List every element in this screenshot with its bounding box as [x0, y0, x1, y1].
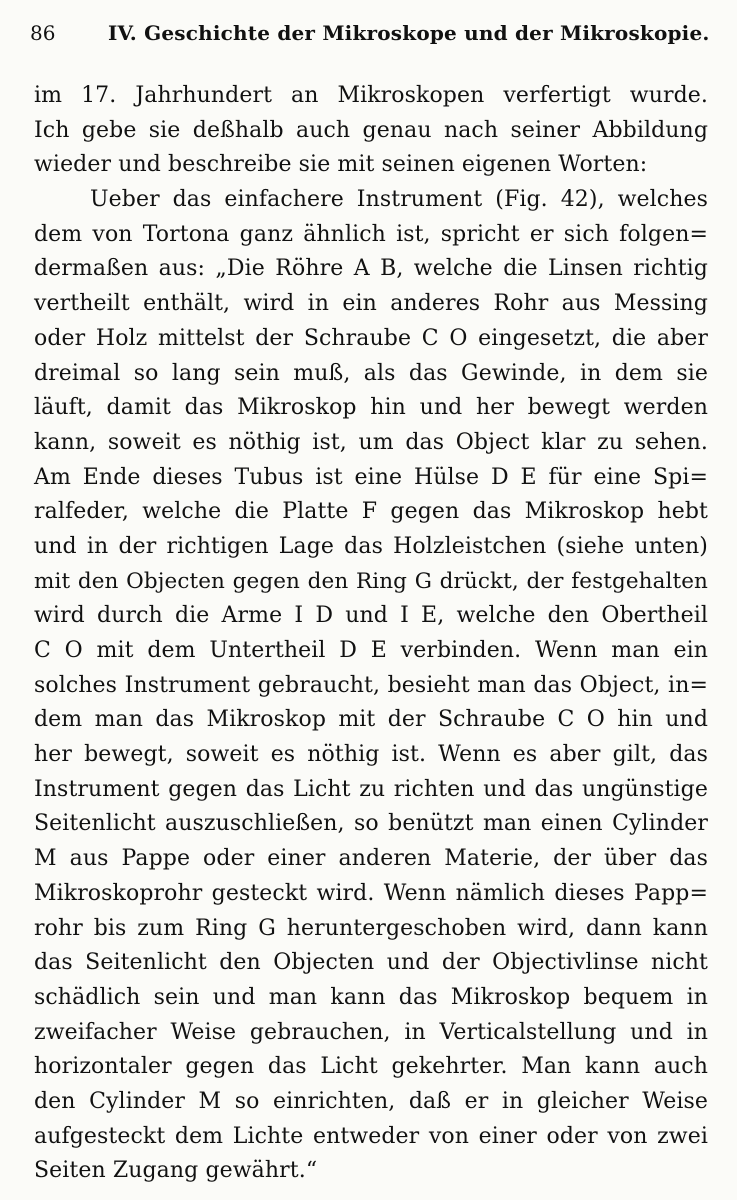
paragraph-first-line: Ueber das einfachere Instrument (Fig. 42), welches	[90, 187, 708, 213]
text-line: Mikroskoprohr gesteckt wird. Wenn nämlich dieses Papp=	[34, 880, 708, 906]
text-line: Instrument gegen das Licht zu richten und das ungünstige	[34, 776, 708, 802]
text-line: dreimal so lang sein muß, als das Gewinde, in dem sie	[34, 360, 708, 386]
text-line: Am Ende dieses Tubus ist eine Hülse D E für eine Spi=	[34, 464, 708, 490]
text-line: solches Instrument gebraucht, besieht man das Object, in=	[34, 672, 708, 698]
text-line: wird durch die Arme I D und I E, welche den Obertheil	[34, 603, 708, 629]
text-line: das Seitenlicht den Objecten und der Objectivlinse nicht	[34, 950, 708, 976]
text-line: schädlich sein und man kann das Mikroskop bequem in	[34, 984, 708, 1010]
text-line: zweifacher Weise gebrauchen, in Verticalstellung und in	[34, 1019, 708, 1045]
text-line: M aus Pappe oder einer anderen Materie, der über das	[34, 846, 708, 872]
chapter-running-title: IV. Geschichte der Mikroskope und der Mikroskopie.	[108, 21, 710, 45]
text-line: aufgesteckt dem Lichte entweder von einer oder von zwei	[34, 1123, 708, 1149]
text-line: oder Holz mittelst der Schraube C O eingesetzt, die aber	[34, 325, 708, 351]
text-line: kann, soweit es nöthig ist, um das Object klar zu sehen.	[34, 429, 708, 455]
page-number: 86	[30, 21, 56, 45]
text-line: vertheilt enthält, wird in ein anderes Rohr aus Messing	[34, 291, 708, 317]
text-line: im 17. Jahrhundert an Mikroskopen verfertigt wurde.	[34, 83, 708, 108]
text-line: dem man das Mikroskop mit der Schraube C O hin und	[34, 707, 708, 733]
running-head	[30, 18, 710, 48]
text-line: mit den Objecten gegen den Ring G drückt, der festgehalten	[34, 568, 708, 594]
text-line: Ich gebe sie deßhalb auch genau nach seiner Abbildung	[34, 117, 708, 143]
text-line: den Cylinder M so einrichten, daß er in gleicher Weise	[34, 1088, 708, 1114]
body-text	[34, 79, 708, 1189]
text-line: rohr bis zum Ring G heruntergeschoben wird, dann kann	[34, 915, 708, 941]
text-line: dermaßen aus: „Die Röhre A B, welche die Linsen richtig	[34, 256, 708, 282]
text-line: horizontaler gegen das Licht gekehrter. Man kann auch	[34, 1054, 708, 1080]
text-line: C O mit dem Untertheil D E verbinden. Wenn man ein	[34, 638, 708, 663]
text-line: wieder und beschreibe sie mit seinen eigenen Worten:	[34, 152, 648, 178]
paragraph-last-line: Seiten Zugang gewährt.“	[34, 1158, 318, 1184]
text-line: läuft, damit das Mikroskop hin und her bewegt werden	[34, 395, 708, 421]
text-line: Seitenlicht auszuschließen, so benützt man einen Cylinder	[34, 811, 708, 837]
text-line: ralfeder, welche die Platte F gegen das Mikroskop hebt	[34, 499, 708, 525]
text-line: her bewegt, soweit es nöthig ist. Wenn es aber gilt, das	[34, 742, 708, 768]
text-line: und in der richtigen Lage das Holzleistchen (siehe unten)	[34, 533, 708, 559]
text-line: dem von Tortona ganz ähnlich ist, spricht er sich folgen=	[34, 221, 708, 247]
